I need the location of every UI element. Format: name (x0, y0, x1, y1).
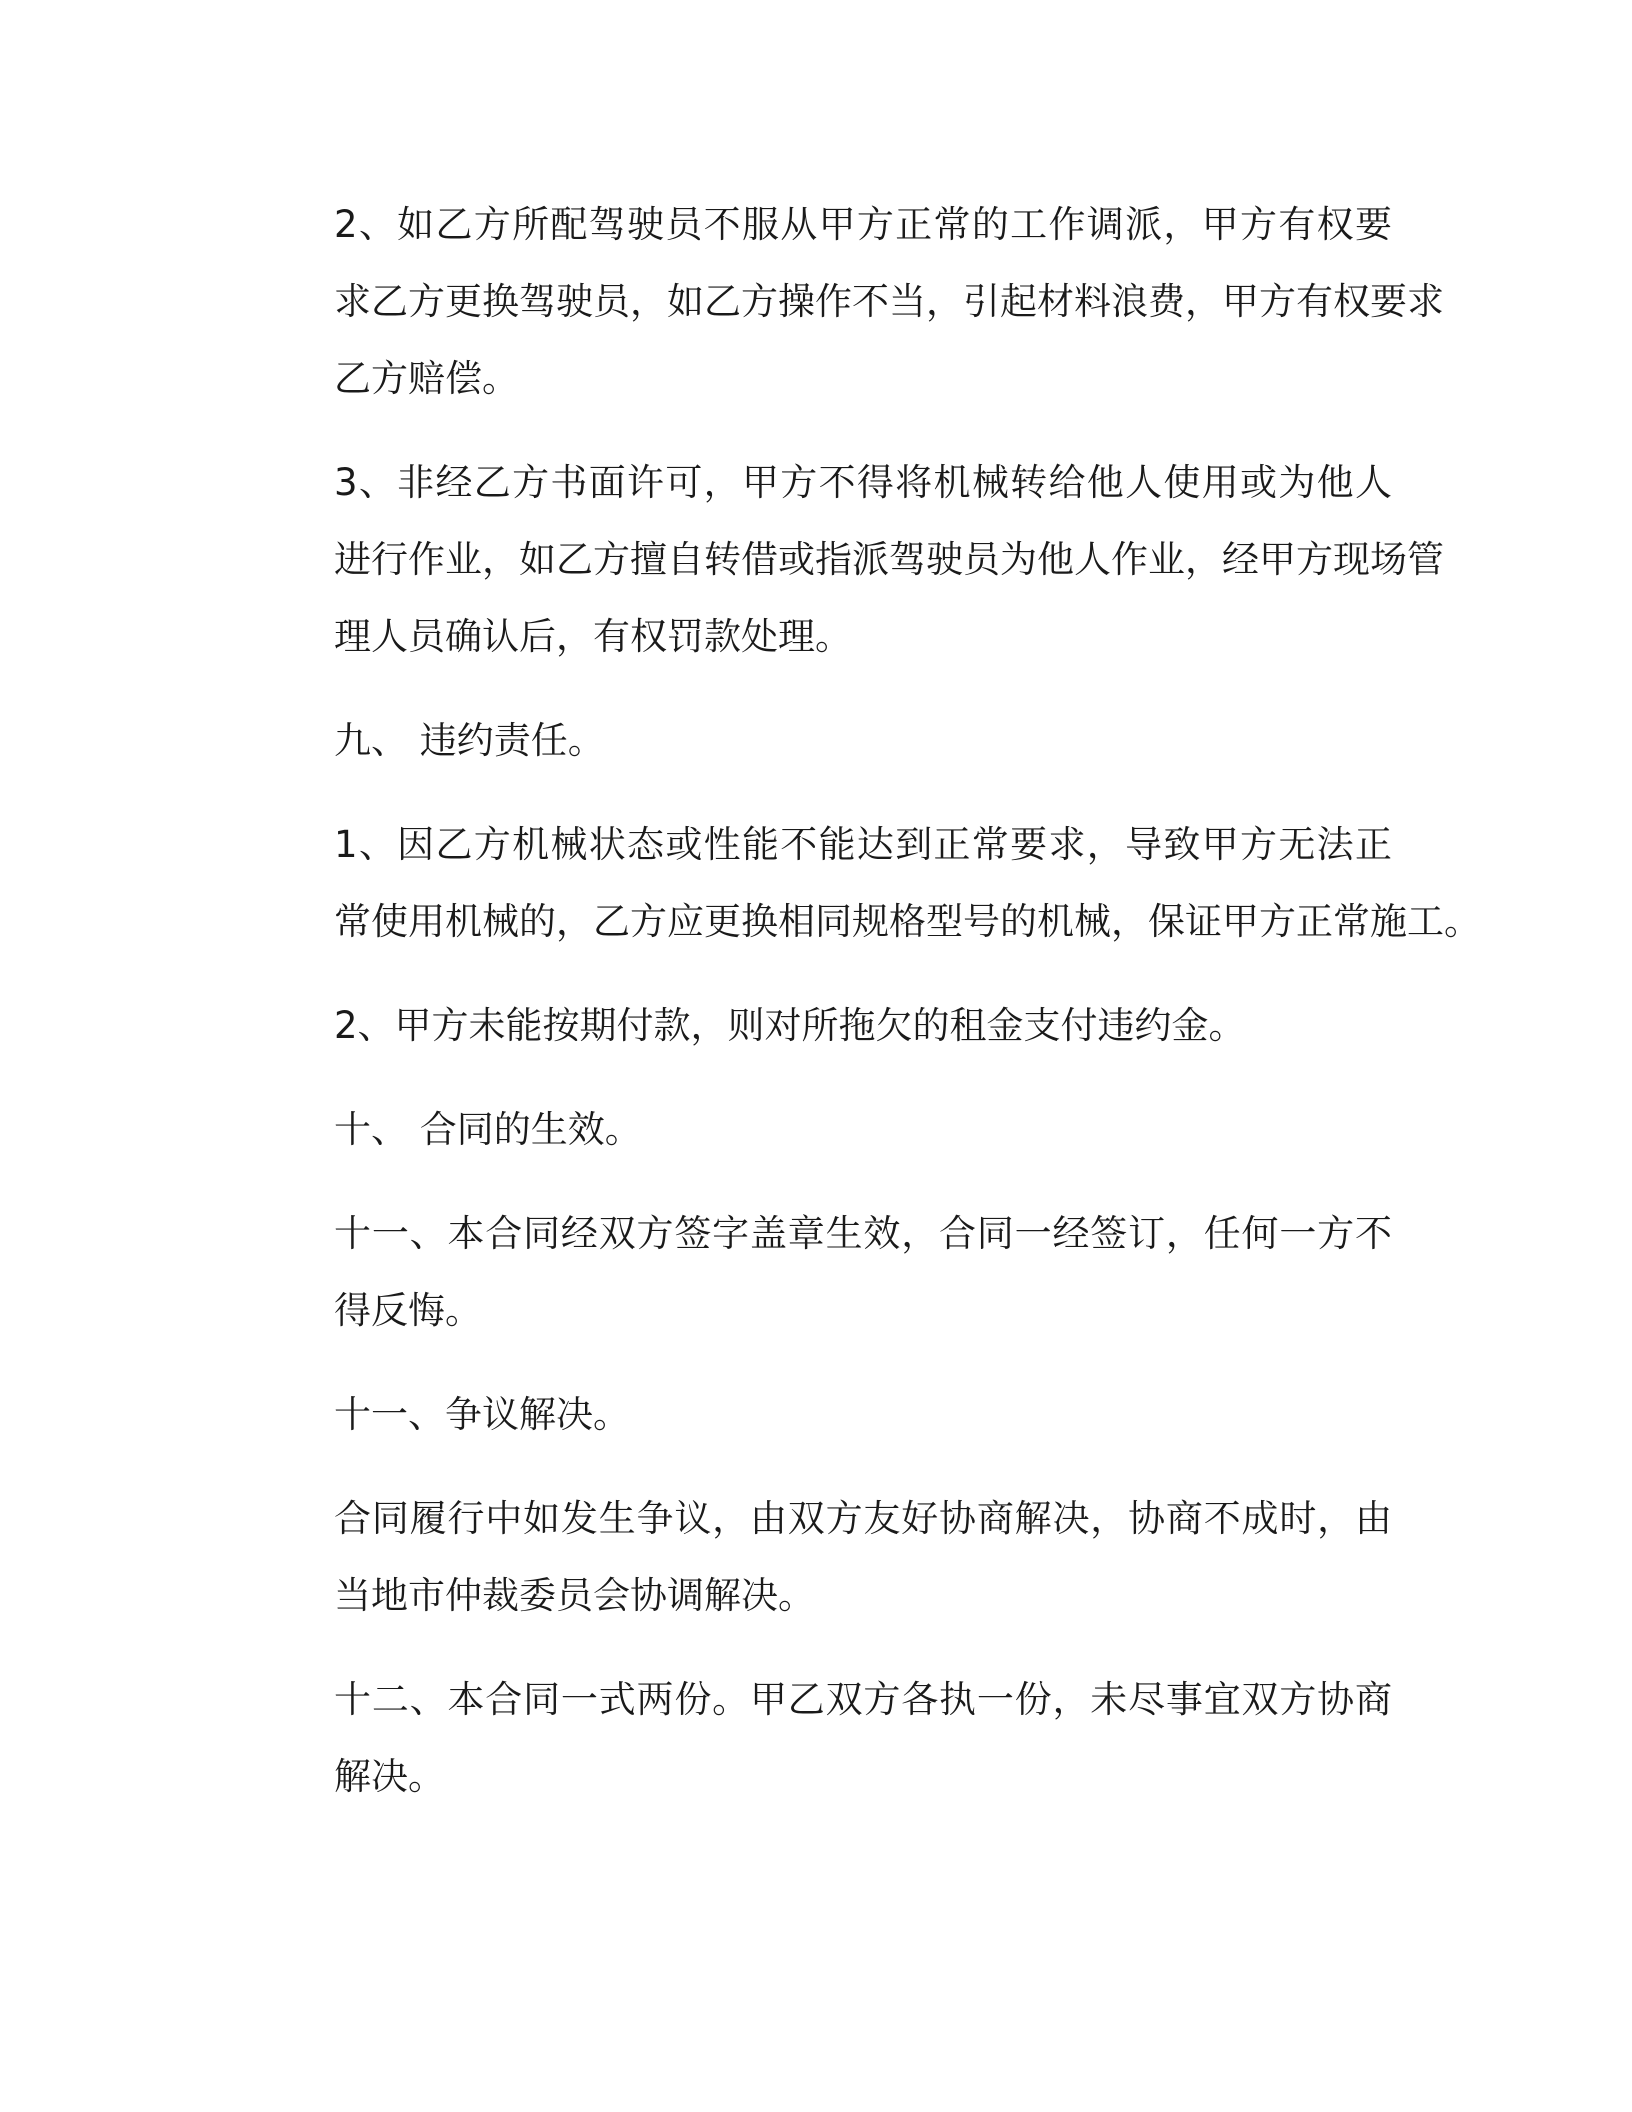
text-line: 十一、本合同经双方签字盖章生效，合同一经签订，任何一方不 (334, 1212, 1392, 1255)
text-line: 3、非经乙方书面许可，甲方不得将机械转给他人使用或为他人 (334, 461, 1392, 504)
text-line: 十一、争议解决。 (334, 1393, 630, 1436)
section-heading (240, 1376, 1392, 1453)
text-line: 求乙方更换驾驶员，如乙方操作不当，引起材料浪费，甲方有权要求 (334, 280, 1444, 323)
clause-paragraph (240, 1480, 1392, 1634)
clause-paragraph (240, 1661, 1392, 1815)
text-line: 得反悔。 (334, 1289, 482, 1332)
clause-paragraph (240, 806, 1481, 960)
text-line: 解决。 (334, 1755, 445, 1798)
text-line: 常使用机械的，乙方应更换相同规格型号的机械，保证甲方正常施工。 (334, 900, 1481, 943)
clause-paragraph (240, 186, 1444, 417)
text-line: 乙方赔偿。 (334, 357, 519, 400)
text-line: 合同履行中如发生争议，由双方友好协商解决，协商不成时，由 (334, 1497, 1392, 1540)
text-line: 进行作业，如乙方擅自转借或指派驾驶员为他人作业，经甲方现场管 (334, 538, 1444, 581)
text-line: 当地市仲裁委员会协调解决。 (334, 1574, 815, 1617)
section-heading (240, 1091, 1392, 1168)
text-line: 九、 违约责任。 (334, 719, 605, 762)
text-line: 十、 合同的生效。 (334, 1108, 642, 1151)
text-line: 2、甲方未能按期付款，则对所拖欠的租金支付违约金。 (334, 1004, 1246, 1047)
text-line: 十二、本合同一式两份。甲乙双方各执一份，未尽事宜双方协商 (334, 1678, 1392, 1721)
clause-paragraph (240, 1195, 1392, 1349)
clause-paragraph (240, 987, 1392, 1064)
document-body (240, 186, 1481, 1815)
section-heading (240, 702, 1392, 779)
text-line: 理人员确认后，有权罚款处理。 (334, 615, 852, 658)
text-line: 2、如乙方所配驾驶员不服从甲方正常的工作调派，甲方有权要 (334, 203, 1392, 246)
text-line: 1、因乙方机械状态或性能不能达到正常要求，导致甲方无法正 (334, 823, 1392, 866)
clause-paragraph (240, 444, 1444, 675)
